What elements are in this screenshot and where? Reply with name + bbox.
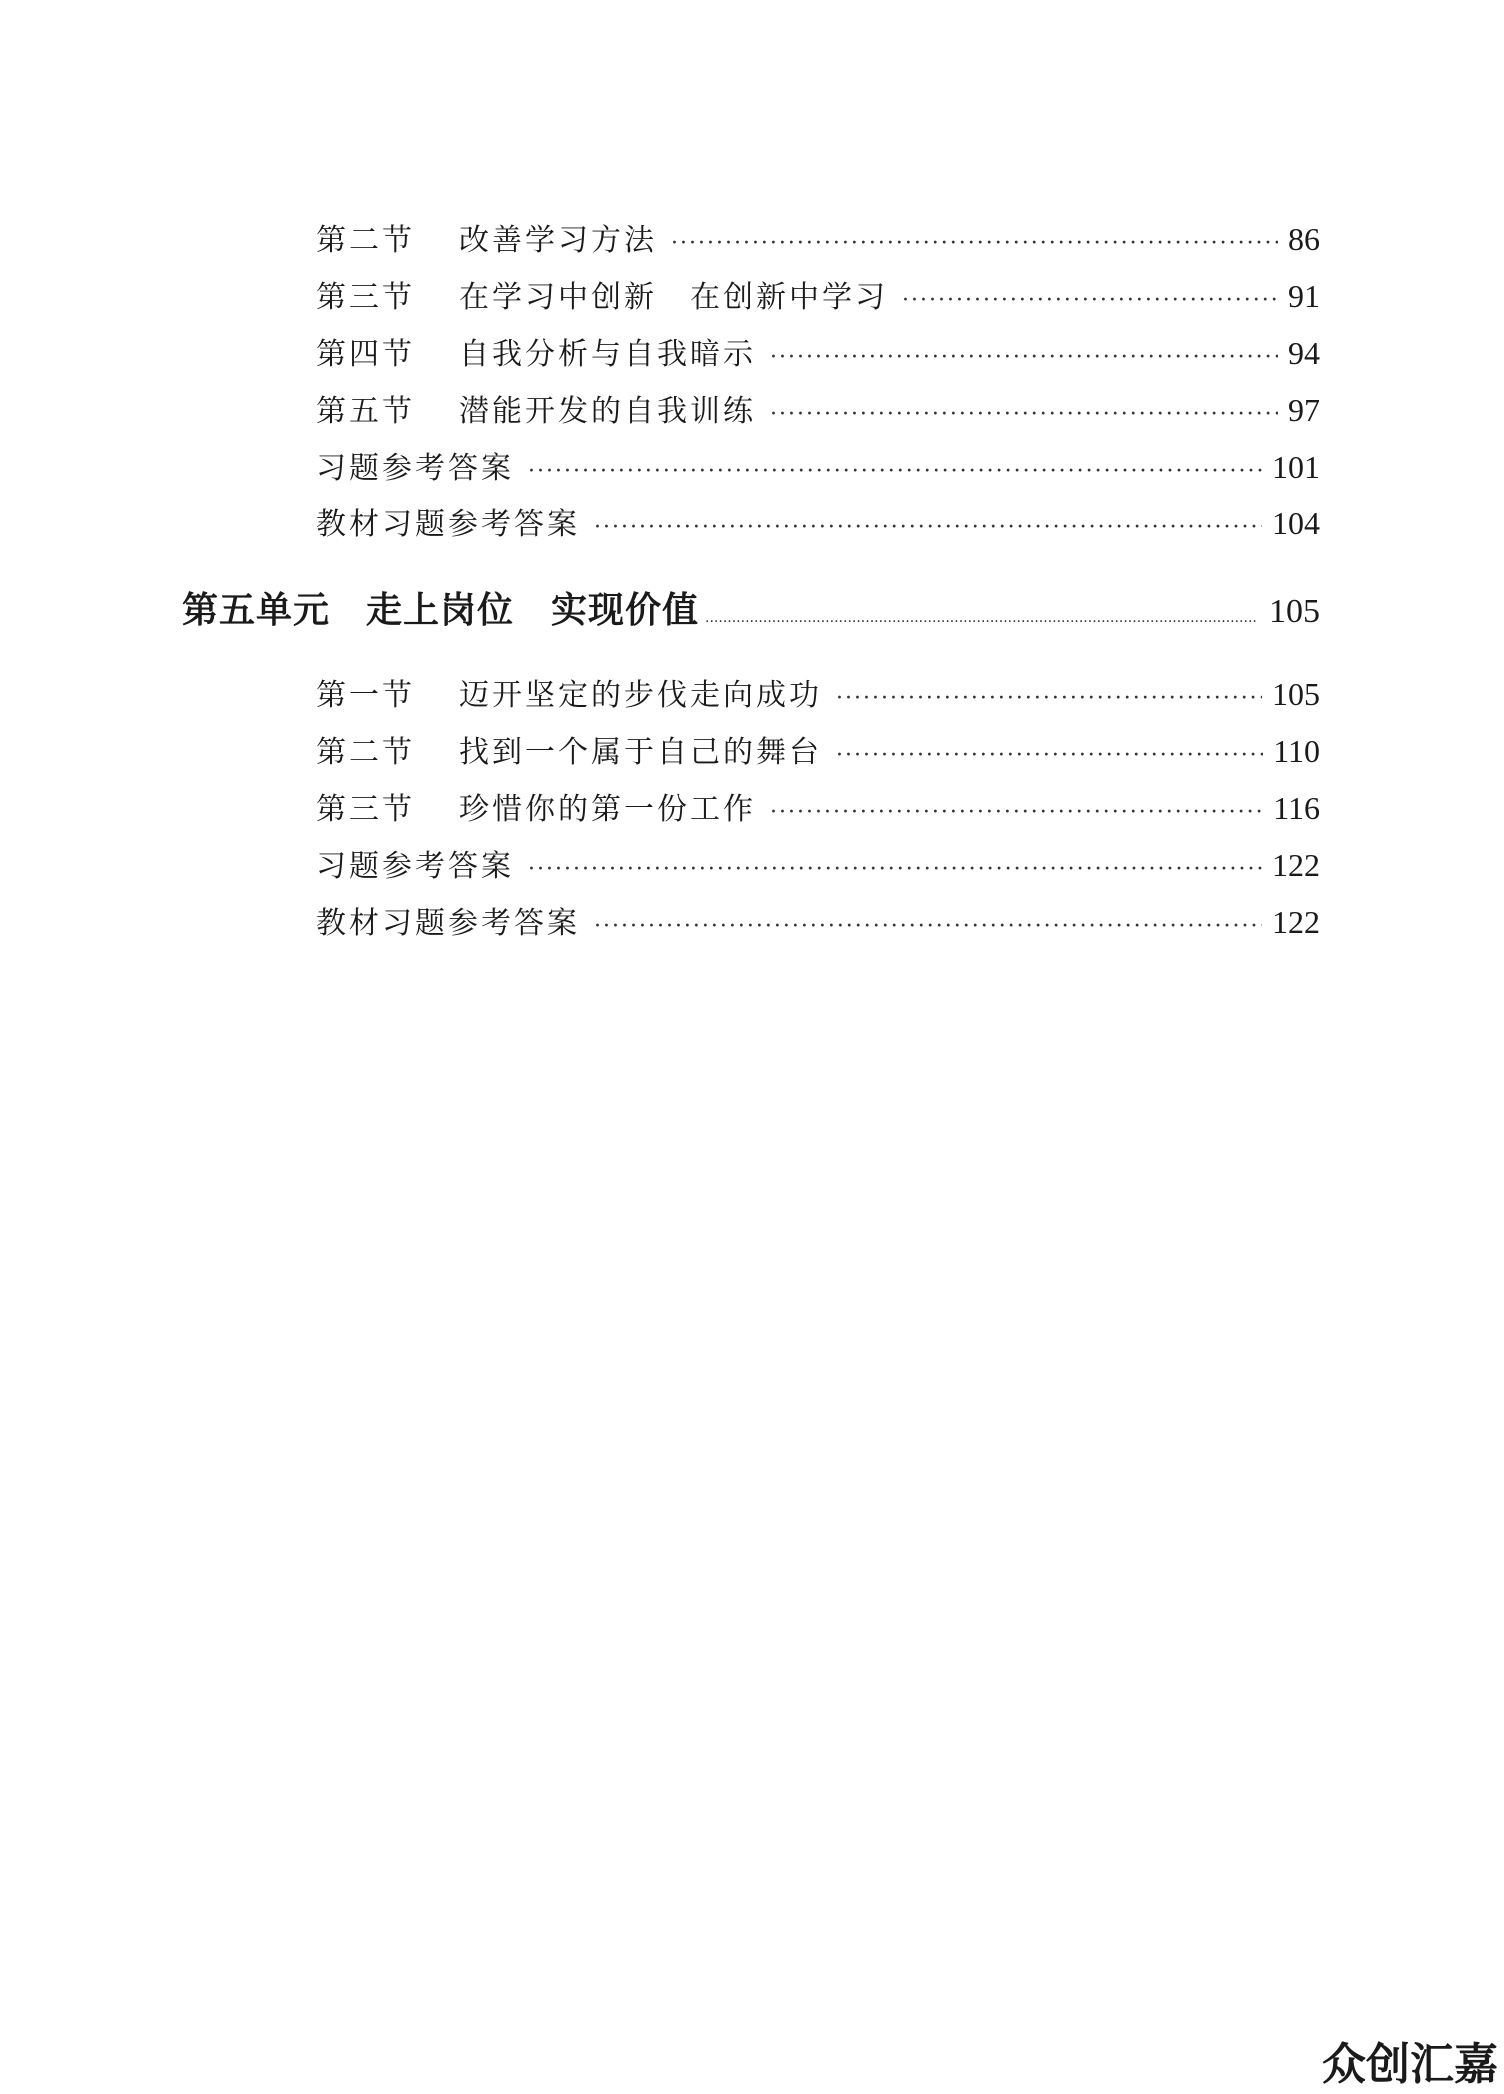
toc-entry-title: 在学习中创新 在创新中学习 — [459, 280, 888, 315]
toc-entry-title: 自我分析与自我暗示 — [459, 337, 756, 372]
dot-leader — [770, 402, 1278, 427]
toc-unit-number: 第五单元 — [182, 590, 331, 631]
toc-page-number: 91 — [1288, 278, 1320, 314]
toc-page-number: 86 — [1288, 221, 1320, 257]
toc-entry-title: 珍惜你的第一份工作 — [459, 792, 756, 827]
toc-unit-entry[interactable] — [182, 582, 1320, 634]
toc-section-number: 第三节 — [316, 792, 415, 827]
watermark-logo: 众创汇嘉 — [1322, 2039, 1498, 2090]
toc-entry-title: 改善学习方法 — [459, 223, 657, 258]
toc-page-number: 122 — [1272, 847, 1320, 883]
toc-page-number: 110 — [1273, 733, 1320, 769]
dot-leader — [770, 800, 1263, 825]
toc-section-number: 第三节 — [316, 280, 415, 315]
toc-page-number: 105 — [1269, 593, 1320, 630]
toc-page-number: 116 — [1273, 790, 1320, 826]
toc-entry[interactable] — [316, 784, 1320, 828]
toc-entry-title: 教材习题参考答案 — [316, 507, 580, 542]
toc-entry[interactable] — [316, 215, 1320, 259]
toc-entry-title: 教材习题参考答案 — [316, 906, 580, 941]
toc-entry[interactable] — [316, 329, 1320, 373]
toc-section-number: 第五节 — [316, 394, 415, 429]
dot-leader — [902, 288, 1278, 313]
toc-entry[interactable] — [316, 386, 1320, 430]
toc-section-number: 第二节 — [316, 735, 415, 770]
toc-section-number: 第四节 — [316, 337, 415, 372]
dot-leader — [594, 515, 1262, 540]
dot-leader — [836, 743, 1263, 768]
toc-page-number: 101 — [1272, 449, 1320, 485]
toc-entry[interactable] — [316, 898, 1320, 942]
toc-entry-title: 找到一个属于自己的舞台 — [459, 735, 822, 770]
toc-entry[interactable] — [316, 841, 1320, 885]
dot-leader — [528, 857, 1262, 882]
dot-leader — [770, 345, 1278, 370]
toc-page-number: 105 — [1272, 676, 1320, 712]
dot-leader — [836, 686, 1262, 711]
toc-entry-title: 潜能开发的自我训练 — [459, 394, 756, 429]
toc-page-number: 94 — [1288, 335, 1320, 371]
dot-leader — [528, 459, 1262, 484]
dot-leader — [594, 914, 1262, 939]
toc-page-number: 97 — [1288, 392, 1320, 428]
toc-entry[interactable] — [316, 272, 1320, 316]
toc-unit-title: 走上岗位 实现价值 — [366, 590, 700, 631]
toc-entry[interactable] — [316, 443, 1320, 487]
toc-entry-title: 习题参考答案 — [316, 451, 514, 486]
toc-entry[interactable] — [316, 499, 1320, 543]
toc-entry-title: 习题参考答案 — [316, 849, 514, 884]
toc-page-number: 104 — [1272, 505, 1320, 541]
toc-entry[interactable] — [316, 670, 1320, 714]
dot-leader — [671, 231, 1278, 256]
toc-entry[interactable] — [316, 727, 1320, 771]
toc-section-number: 第一节 — [316, 678, 415, 713]
toc-entry-title: 迈开坚定的步伐走向成功 — [459, 678, 822, 713]
toc-page-number: 122 — [1272, 904, 1320, 940]
dot-leader — [705, 610, 1257, 626]
toc-section-number: 第二节 — [316, 223, 415, 258]
